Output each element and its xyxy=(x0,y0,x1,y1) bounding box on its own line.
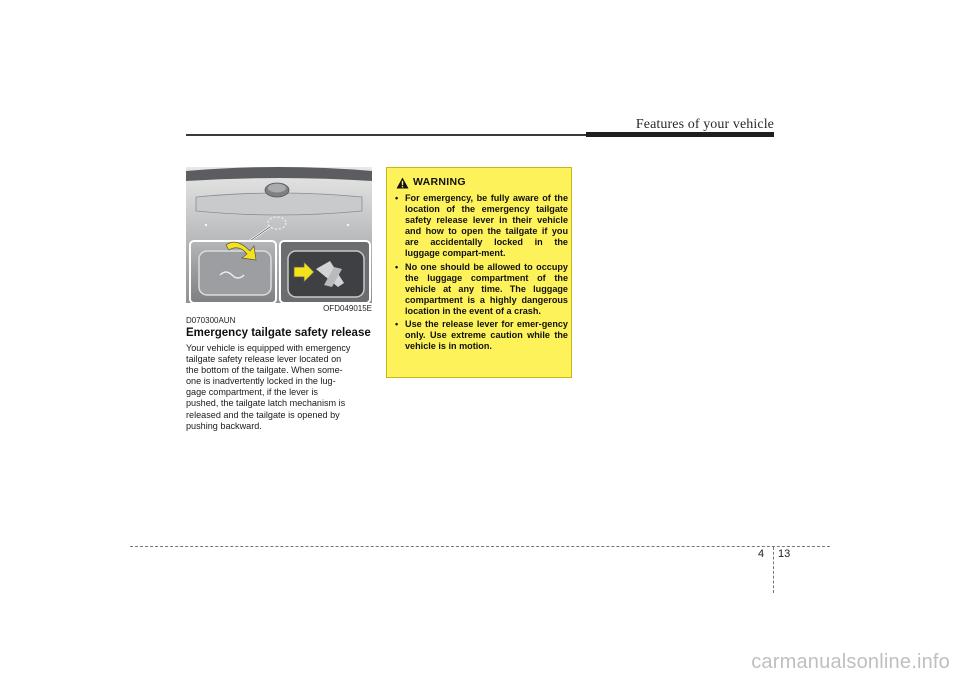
body-line: pushed, the tailgate latch mechanism is xyxy=(186,398,346,409)
body-line: gage compartment, if the lever is xyxy=(186,387,318,398)
body-line: one is inadvertently locked in the lug- xyxy=(186,376,336,387)
warning-item-text: For emergency, be fully aware of the location of the emergency tailgate safety release lever in their vehicle and how to open the tailgate if you are accidentally locked in the luggage compart-ment. xyxy=(405,193,568,259)
header-rule-accent xyxy=(586,132,774,137)
footer-divider xyxy=(773,547,774,593)
warning-list xyxy=(394,193,568,354)
watermark: carmanualsonline.info xyxy=(751,651,950,673)
body-line: tailgate safety release lever located on xyxy=(186,354,342,365)
page-number: 13 xyxy=(778,548,791,560)
warning-item xyxy=(394,319,568,352)
body-line: released and the tailgate is opened by xyxy=(186,409,340,420)
tailgate-illustration xyxy=(186,167,372,303)
section-heading: Emergency tailgate safety release xyxy=(186,327,371,339)
body-line: the bottom of the tailgate. When some- xyxy=(186,365,343,376)
warning-item-text: No one should be allowed to occupy the luggage compartment of the vehicle at any time. The luggage compartment is a highly dangerous location in the event of a crash. xyxy=(405,261,568,316)
warning-title: WARNING xyxy=(413,176,466,188)
warning-box xyxy=(386,167,572,378)
warning-triangle-icon xyxy=(396,176,409,188)
bullet-icon: • xyxy=(395,261,399,272)
figure-code: OFD049015E xyxy=(323,304,372,313)
section-code: D070300AUN xyxy=(186,316,236,325)
warning-item xyxy=(394,262,568,317)
bullet-icon: • xyxy=(395,319,399,330)
body-line: pushing backward. xyxy=(186,420,262,431)
body-line: Your vehicle is equipped with emergency xyxy=(186,343,351,353)
warning-item xyxy=(394,193,568,260)
warning-item-text: Use the release lever for emer-gency only. Use extreme caution while the vehicle is in motion. xyxy=(405,319,568,352)
footer-rule xyxy=(130,546,830,547)
bullet-icon: • xyxy=(395,193,399,203)
tailgate-release-figure xyxy=(186,167,372,303)
warning-header xyxy=(396,176,466,188)
header-title: Features of your vehicle xyxy=(635,117,774,132)
section-body xyxy=(186,343,374,432)
chapter-number: 4 xyxy=(758,548,765,560)
